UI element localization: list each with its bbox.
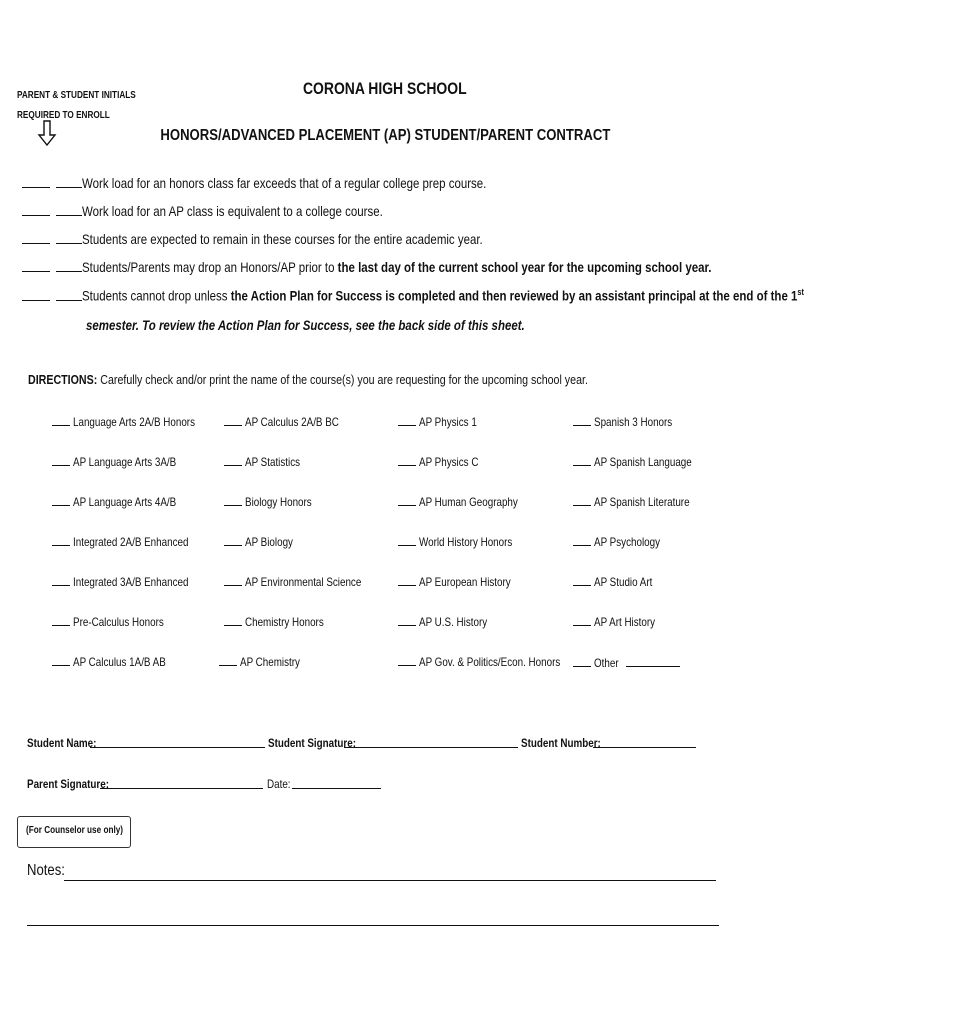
course-option[interactable]: AP Calculus 1A/B AB xyxy=(52,655,186,669)
course-option[interactable]: Spanish 3 Honors xyxy=(573,415,689,429)
statement-5: Students cannot drop unless the Action Plan for Success is completed and then reviewed by an assistant principal at the end of the 1st xyxy=(22,287,962,304)
course-option[interactable]: Pre-Calculus Honors xyxy=(52,615,184,629)
course-option[interactable]: AP Spanish Literature xyxy=(573,495,711,509)
notes-input-line[interactable] xyxy=(64,880,716,881)
course-option[interactable]: AP Language Arts 3A/B xyxy=(52,455,199,469)
parent-initial-blank[interactable] xyxy=(22,259,50,272)
school-name: CORONA HIGH SCHOOL xyxy=(303,79,467,98)
course-option[interactable]: AP Physics 1 xyxy=(398,415,489,429)
initials-line-1: PARENT & STUDENT INITIALS xyxy=(17,90,136,101)
parent-signature-field: Parent Signature: xyxy=(27,777,110,791)
notes-input-line[interactable] xyxy=(27,925,719,926)
student-initial-blank[interactable] xyxy=(56,175,82,188)
course-option[interactable]: Language Arts 2A/B Honors xyxy=(52,415,222,429)
contract-title: HONORS/ADVANCED PLACEMENT (AP) STUDENT/PARENT CONTRACT xyxy=(160,127,610,144)
course-option[interactable]: AP Biology xyxy=(224,535,303,549)
course-option[interactable]: AP U.S. History xyxy=(398,615,502,629)
date-input[interactable] xyxy=(292,777,381,789)
course-option[interactable]: AP Art History xyxy=(573,615,668,629)
course-option-other[interactable]: Other xyxy=(573,655,680,670)
course-option[interactable]: Integrated 3A/B Enhanced xyxy=(52,575,214,589)
initials-line-2: REQUIRED TO ENROLL xyxy=(17,110,110,121)
statement-5-continued: semester. To review the Action Plan for Success, see the back side of this sheet. xyxy=(86,317,525,333)
student-initial-blank[interactable] xyxy=(56,259,82,272)
parent-initial-blank[interactable] xyxy=(22,175,50,188)
course-option[interactable]: AP Physics C xyxy=(398,455,491,469)
student-name-field: Student Name: xyxy=(27,736,97,750)
statement-2: Work load for an AP class is equivalent to a college course. xyxy=(22,203,449,219)
course-option[interactable]: AP European History xyxy=(398,575,531,589)
course-option[interactable]: AP Gov. & Politics/Econ. Honors xyxy=(398,655,591,669)
student-initial-blank[interactable] xyxy=(56,231,82,244)
date-field: Date: xyxy=(267,777,291,791)
course-option[interactable]: Biology Honors xyxy=(224,495,326,509)
course-option[interactable]: AP Language Arts 4A/B xyxy=(52,495,199,509)
course-option[interactable]: AP Psychology xyxy=(573,535,675,549)
course-option[interactable]: Integrated 2A/B Enhanced xyxy=(52,535,214,549)
parent-initial-blank[interactable] xyxy=(22,231,50,244)
statement-4: Students/Parents may drop an Honors/AP prior to the last day of the current school year for the upcoming school year. xyxy=(22,259,850,275)
course-option[interactable]: AP Chemistry xyxy=(219,655,313,669)
course-option[interactable]: AP Environmental Science xyxy=(224,575,387,589)
course-option[interactable]: World History Honors xyxy=(398,535,533,549)
parent-initial-blank[interactable] xyxy=(22,203,50,216)
student-initial-blank[interactable] xyxy=(56,288,82,301)
student-initial-blank[interactable] xyxy=(56,203,82,216)
directions: DIRECTIONS: Carefully check and/or print the name of the course(s) you are requesting for the upcoming school year. xyxy=(28,372,588,387)
course-option[interactable]: Chemistry Honors xyxy=(224,615,341,629)
course-option[interactable]: AP Studio Art xyxy=(573,575,665,589)
statement-1: Work load for an honors class far exceeds that of a regular college prep course. xyxy=(22,175,575,191)
student-number-input[interactable] xyxy=(593,736,696,748)
parent-signature-input[interactable] xyxy=(100,777,263,789)
course-option[interactable]: AP Human Geography xyxy=(398,495,540,509)
course-option[interactable]: AP Calculus 2A/B BC xyxy=(224,415,360,429)
counselor-use-box: (For Counselor use only) xyxy=(17,816,131,848)
statement-3: Students are expected to remain in these courses for the entire academic year. xyxy=(22,231,571,247)
parent-initial-blank[interactable] xyxy=(22,288,50,301)
student-name-input[interactable] xyxy=(90,736,265,748)
notes-label: Notes: xyxy=(27,862,65,879)
course-option[interactable]: AP Spanish Language xyxy=(573,455,713,469)
course-option[interactable]: AP Statistics xyxy=(224,455,312,469)
student-number-field: Student Number: xyxy=(521,736,601,750)
student-signature-field: Student Signature: xyxy=(268,736,357,750)
other-course-input[interactable] xyxy=(626,655,680,667)
student-signature-input[interactable] xyxy=(344,736,518,748)
